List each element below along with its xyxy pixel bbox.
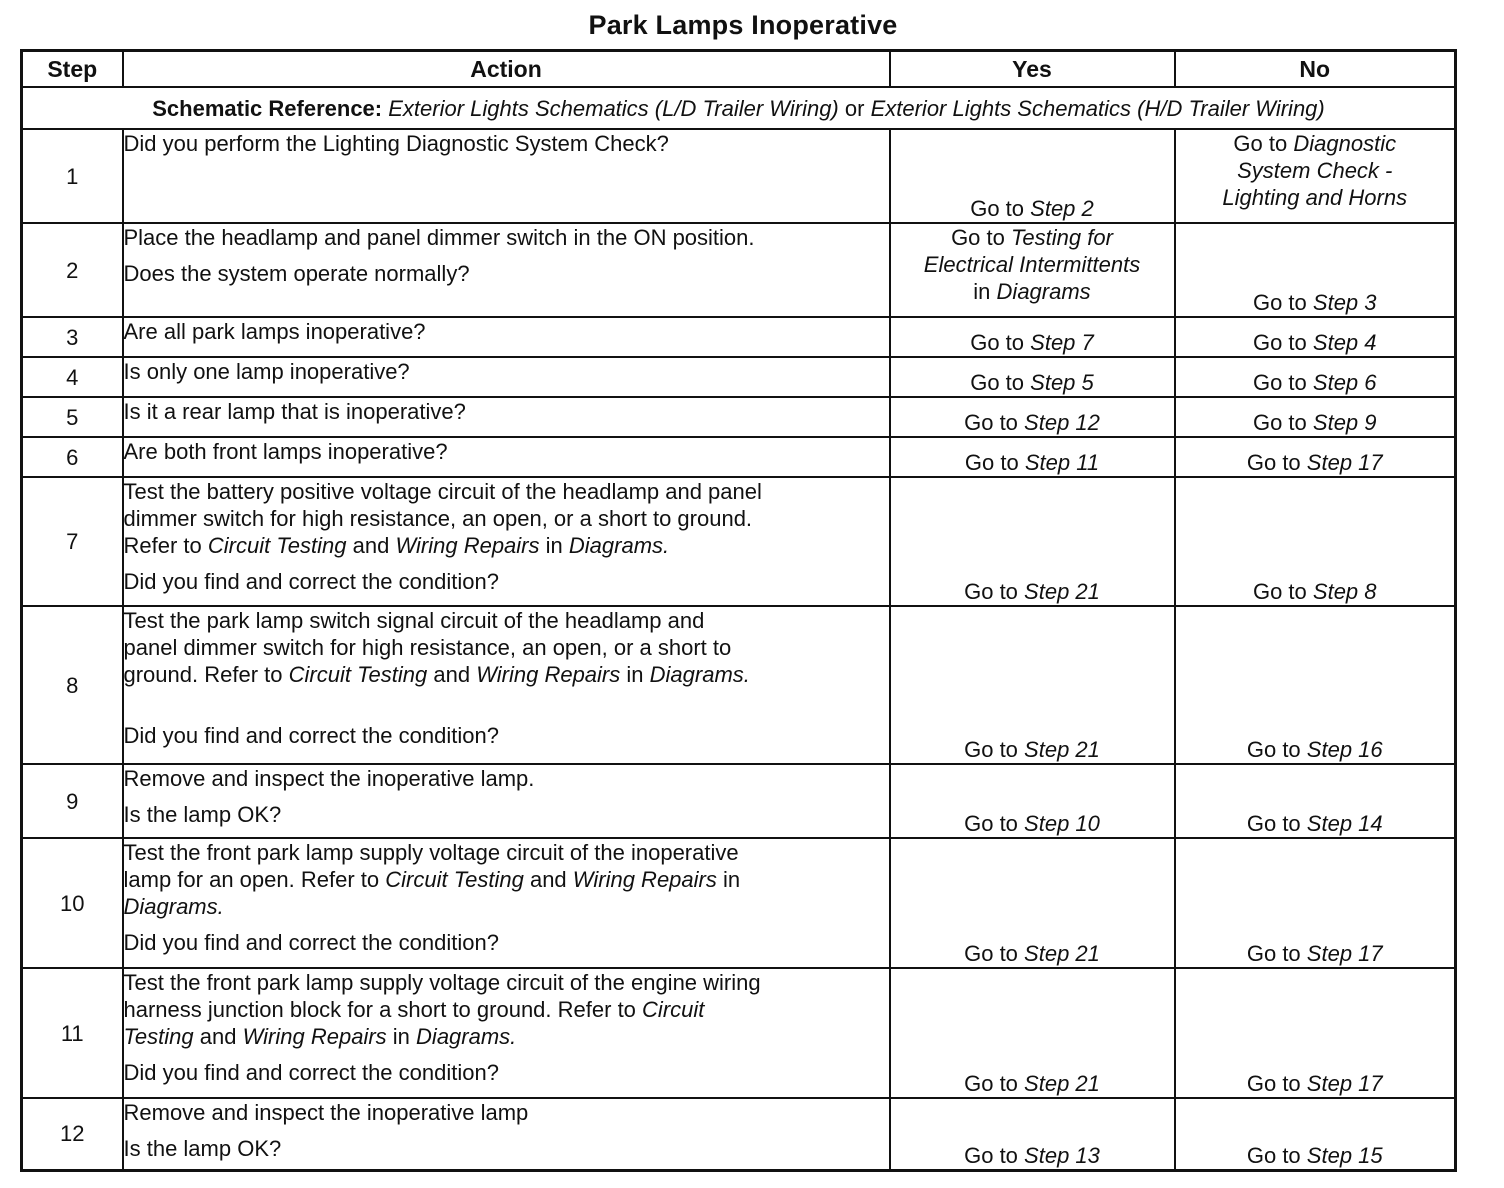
yes-target: Step 2 xyxy=(1030,196,1094,221)
go-to-text: Go to xyxy=(970,370,1025,395)
go-to-text: Go to xyxy=(1246,737,1301,762)
header-row xyxy=(22,51,1456,88)
table-row xyxy=(22,968,1456,1098)
refer-text: Refer to xyxy=(300,867,380,892)
yes-cell xyxy=(890,223,1175,317)
reference-link: Diagrams. xyxy=(416,1024,517,1049)
step-number: 2 xyxy=(22,223,123,317)
go-to-text: Go to xyxy=(1246,1142,1301,1168)
yes-cell xyxy=(890,317,1175,357)
action-cell xyxy=(123,223,890,317)
action-reference xyxy=(124,1023,889,1050)
yes-target: Step 5 xyxy=(1030,370,1094,395)
yes-cell xyxy=(890,129,1175,223)
reference-link: Wiring Repairs xyxy=(572,867,717,892)
yes-target: Step 21 xyxy=(1024,941,1100,966)
refer-text: Refer to xyxy=(204,662,283,687)
action-cell xyxy=(123,129,890,223)
action-text: Test the front park lamp supply voltage circuit of the engine wiring xyxy=(123,970,761,995)
action-cell xyxy=(123,764,890,838)
table-row xyxy=(22,129,1456,223)
schematic-reference-row xyxy=(22,87,1456,129)
no-cell xyxy=(1175,606,1456,764)
header-step: Step xyxy=(22,51,123,88)
action-text: Is it a rear lamp that is inoperative? xyxy=(123,399,466,424)
action-question: Did you find and correct the condition? xyxy=(123,569,499,594)
step-number: 3 xyxy=(22,317,123,357)
action-reference xyxy=(124,866,889,893)
step-number: 9 xyxy=(22,764,123,838)
no-target: Step 8 xyxy=(1312,579,1377,604)
action-cell xyxy=(123,317,890,357)
no-target: Step 17 xyxy=(1306,1071,1383,1096)
table-row xyxy=(22,838,1456,968)
no-cell xyxy=(1175,357,1456,397)
step-number: 8 xyxy=(22,606,123,764)
step-number: 7 xyxy=(22,477,123,606)
refer-text: Refer to xyxy=(557,997,636,1022)
go-to-text: Go to xyxy=(964,941,1018,966)
and-text: and xyxy=(529,867,567,892)
go-to-text: Go to xyxy=(964,1142,1018,1168)
go-to-text: Go to xyxy=(964,737,1018,762)
in-text: in xyxy=(973,279,991,304)
yes-cell xyxy=(890,838,1175,968)
table-row xyxy=(22,437,1456,477)
reference-link: Wiring Repairs xyxy=(395,533,540,558)
diagnostic-table xyxy=(20,49,1457,1172)
go-to-text: Go to xyxy=(1252,410,1307,435)
schematic-label: Schematic Reference: xyxy=(152,95,383,121)
action-text: Remove and inspect the inoperative lamp. xyxy=(123,766,535,791)
step-number: 1 xyxy=(22,129,123,223)
no-target: Step 4 xyxy=(1312,330,1377,355)
action-cell xyxy=(123,477,890,606)
schematic-ref-2: Exterior Lights Schematics (H/D Trailer Wiring) xyxy=(870,95,1325,121)
action-reference xyxy=(124,532,889,559)
go-to-text: Go to xyxy=(964,410,1018,435)
action-reference xyxy=(124,661,889,688)
table-row xyxy=(22,606,1456,764)
yes-cell xyxy=(890,477,1175,606)
yes-target: Testing for xyxy=(1011,225,1113,250)
table-row xyxy=(22,223,1456,317)
go-to-text: Go to xyxy=(1246,941,1301,966)
in-text: in xyxy=(626,662,644,687)
no-cell xyxy=(1175,129,1456,223)
no-cell xyxy=(1175,397,1456,437)
reference-link: Circuit xyxy=(642,997,705,1022)
reference-link: Diagrams. xyxy=(123,894,224,919)
yes-target: Step 13 xyxy=(1024,1142,1100,1168)
go-to-text: Go to xyxy=(1246,811,1301,836)
go-to-text: Go to xyxy=(970,196,1025,221)
no-target: Step 14 xyxy=(1306,811,1383,836)
table-row xyxy=(22,1098,1456,1170)
no-cell xyxy=(1175,317,1456,357)
yes-target: Step 21 xyxy=(1024,1071,1100,1096)
no-target: Step 6 xyxy=(1312,370,1377,395)
refer-text: Refer to xyxy=(123,533,202,558)
yes-cell xyxy=(890,968,1175,1098)
action-text: Test the front park lamp supply voltage circuit of the inoperative xyxy=(123,840,739,865)
yes-cell xyxy=(890,437,1175,477)
step-number: 4 xyxy=(22,357,123,397)
action-cell xyxy=(123,838,890,968)
yes-cell xyxy=(890,764,1175,838)
page-title: Park Lamps Inoperative xyxy=(588,10,898,40)
in-text: in xyxy=(545,533,563,558)
action-text: Are both front lamps inoperative? xyxy=(123,439,448,464)
yes-target: Electrical Intermittents xyxy=(923,252,1141,277)
go-to-text: Go to xyxy=(1233,131,1288,156)
action-cell xyxy=(123,437,890,477)
go-to-text: Go to xyxy=(970,330,1025,355)
table-row xyxy=(22,317,1456,357)
yes-cell xyxy=(890,606,1175,764)
action-text: lamp for an open. xyxy=(123,867,295,892)
step-number: 6 xyxy=(22,437,123,477)
action-text: Test the battery positive voltage circuit of the headlamp and panel xyxy=(123,479,762,504)
no-cell xyxy=(1175,437,1456,477)
reference-link: Circuit Testing xyxy=(207,533,347,558)
table-row xyxy=(22,764,1456,838)
no-cell xyxy=(1175,838,1456,968)
action-reference xyxy=(124,996,889,1023)
go-to-text: Go to xyxy=(1252,579,1307,604)
no-cell xyxy=(1175,223,1456,317)
action-reference xyxy=(124,893,889,920)
no-target: Step 17 xyxy=(1306,941,1383,966)
yes-target: Step 21 xyxy=(1024,737,1100,762)
action-text: Is only one lamp inoperative? xyxy=(123,359,410,384)
no-target: Lighting and Horns xyxy=(1222,185,1408,210)
action-text: Test the park lamp switch signal circuit of the headlamp and xyxy=(123,608,705,633)
table-row xyxy=(22,397,1456,437)
action-question: Did you find and correct the condition? xyxy=(123,1060,499,1085)
yes-target: Step 21 xyxy=(1024,579,1100,604)
reference-link: Testing xyxy=(123,1024,194,1049)
header-no: No xyxy=(1175,51,1456,88)
action-cell xyxy=(123,968,890,1098)
step-number: 5 xyxy=(22,397,123,437)
no-target: Step 16 xyxy=(1306,737,1383,762)
action-cell xyxy=(123,397,890,437)
action-question: Did you find and correct the condition? xyxy=(123,723,499,748)
in-text: in xyxy=(723,867,741,892)
action-text: harness junction block for a short to ground. xyxy=(123,997,552,1022)
yes-target: Step 7 xyxy=(1030,330,1094,355)
no-cell xyxy=(1175,1098,1456,1170)
reference-link: Circuit Testing xyxy=(385,867,524,892)
go-to-text: Go to xyxy=(1252,370,1307,395)
action-text: Are all park lamps inoperative? xyxy=(123,319,426,344)
reference-link: Diagrams. xyxy=(568,533,670,558)
go-to-text: Go to xyxy=(1246,450,1301,475)
reference-link: Circuit Testing xyxy=(288,662,428,687)
go-to-text: Go to xyxy=(1246,1071,1301,1096)
action-text: Remove and inspect the inoperative lamp xyxy=(123,1100,529,1125)
action-cell xyxy=(123,357,890,397)
action-cell xyxy=(123,606,890,764)
action-question: Is the lamp OK? xyxy=(123,1136,282,1161)
and-text: and xyxy=(433,662,471,687)
yes-target: Step 11 xyxy=(1024,450,1100,475)
header-yes: Yes xyxy=(890,51,1175,88)
action-text: Place the headlamp and panel dimmer switch in the ON position. xyxy=(123,225,755,250)
action-question: Does the system operate normally? xyxy=(123,261,470,286)
action-question: Did you find and correct the condition? xyxy=(123,930,499,955)
no-target: Step 9 xyxy=(1312,410,1377,435)
step-number: 10 xyxy=(22,838,123,968)
no-cell xyxy=(1175,764,1456,838)
schematic-ref-1: Exterior Lights Schematics (L/D Trailer Wiring) xyxy=(388,95,839,121)
action-text: Did you perform the Lighting Diagnostic System Check? xyxy=(123,131,669,156)
and-text: and xyxy=(352,533,390,558)
yes-cell xyxy=(890,397,1175,437)
go-to-text: Go to xyxy=(964,811,1018,836)
schematic-reference xyxy=(22,87,1456,129)
action-text: ground. xyxy=(123,662,199,687)
go-to-text: Go to xyxy=(951,225,1005,250)
step-number: 12 xyxy=(22,1098,123,1170)
table-row xyxy=(22,477,1456,606)
no-target: Step 3 xyxy=(1312,290,1377,315)
no-cell xyxy=(1175,477,1456,606)
go-to-text: Go to xyxy=(964,579,1018,604)
no-cell xyxy=(1175,968,1456,1098)
no-target: System Check - xyxy=(1237,158,1393,183)
action-text: dimmer switch for high resistance, an open, or a short to ground. xyxy=(123,506,753,531)
yes-cell xyxy=(890,1098,1175,1170)
reference-link: Diagrams. xyxy=(649,662,750,687)
no-target: Step 15 xyxy=(1306,1142,1383,1168)
action-text: panel dimmer switch for high resistance, an open, or a short to xyxy=(123,635,732,660)
yes-target: Step 10 xyxy=(1024,811,1100,836)
action-cell xyxy=(123,1098,890,1170)
and-text: and xyxy=(199,1024,237,1049)
yes-cell xyxy=(890,357,1175,397)
step-number: 11 xyxy=(22,968,123,1098)
schematic-or: or xyxy=(844,95,865,121)
header-action: Action xyxy=(123,51,890,88)
go-to-text: Go to xyxy=(964,450,1019,475)
yes-target: Diagrams xyxy=(996,279,1091,304)
go-to-text: Go to xyxy=(964,1071,1018,1096)
table-row xyxy=(22,357,1456,397)
go-to-text: Go to xyxy=(1252,330,1307,355)
no-target: Diagnostic xyxy=(1293,131,1397,156)
reference-link: Wiring Repairs xyxy=(476,662,621,687)
yes-target: Step 12 xyxy=(1024,410,1100,435)
reference-link: Wiring Repairs xyxy=(242,1024,387,1049)
in-text: in xyxy=(392,1024,410,1049)
no-target: Step 17 xyxy=(1306,450,1383,475)
action-question: Is the lamp OK? xyxy=(123,802,282,827)
go-to-text: Go to xyxy=(1252,290,1307,315)
